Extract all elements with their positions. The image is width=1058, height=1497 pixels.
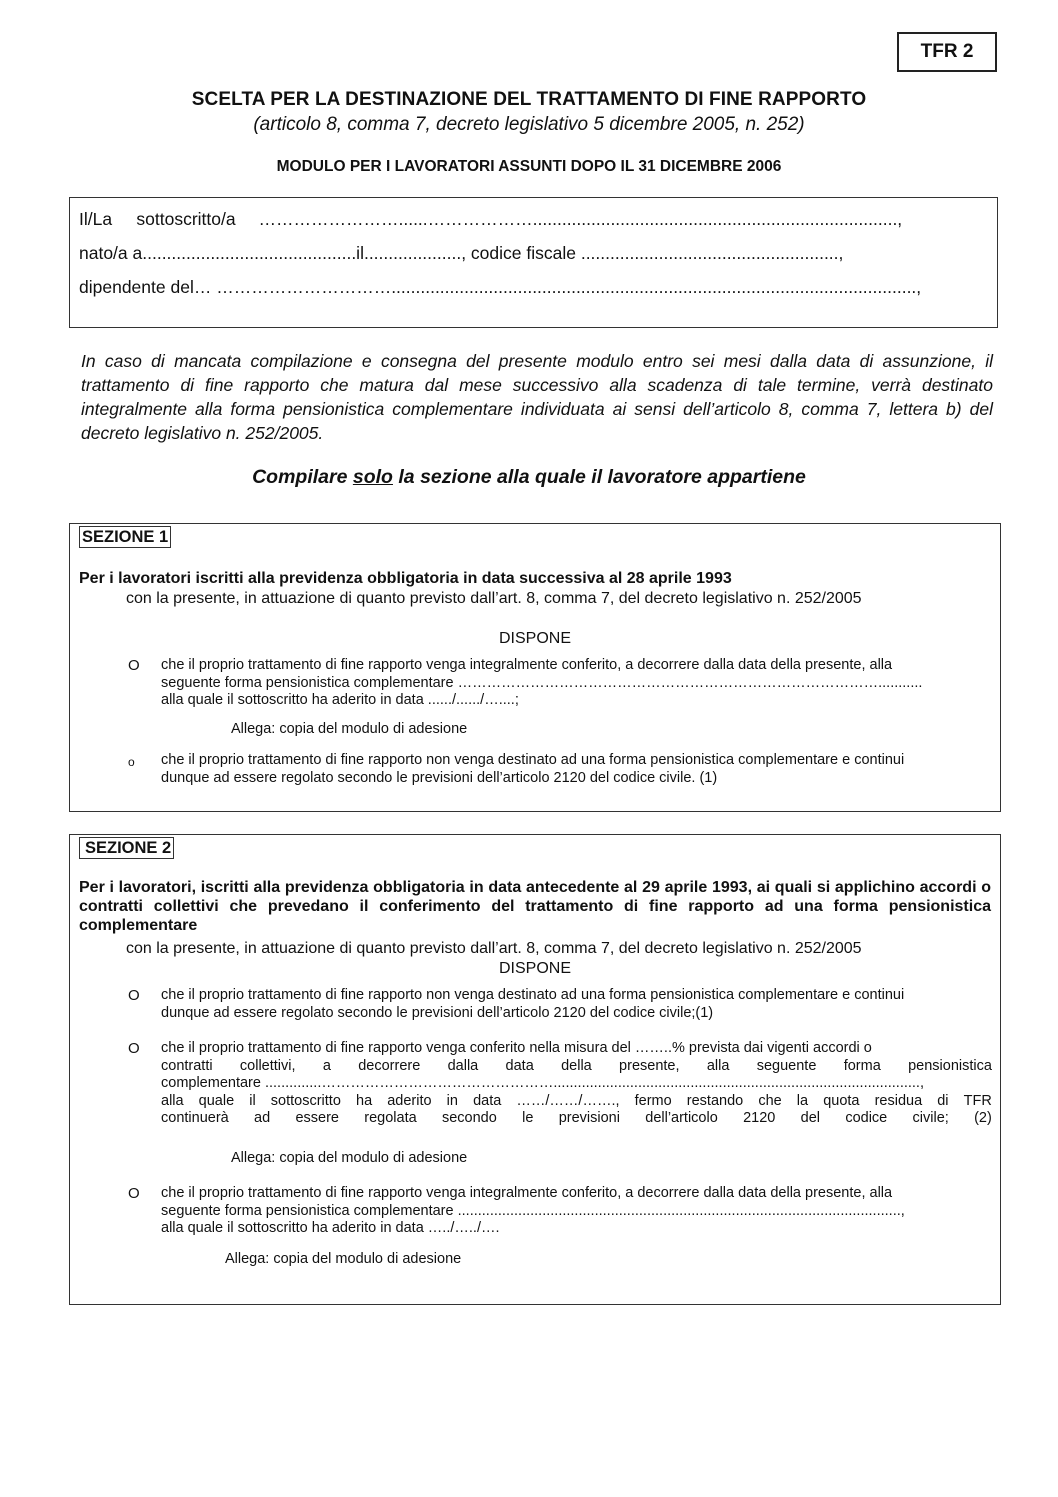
section-1-dispone: DISPONE xyxy=(498,630,571,647)
birth-fiscal-code-line[interactable]: nato/a a............................................il...................., codice fiscale ....................................................., xyxy=(79,243,844,263)
word: ……/……/……., xyxy=(516,1092,620,1109)
word: (2) xyxy=(974,1110,992,1126)
word: continuerà xyxy=(161,1110,229,1126)
word: TFR xyxy=(963,1092,992,1109)
option-line: dunque ad essere regolato secondo le previsioni dell’articolo 2120 del codice civile;(1) xyxy=(161,1004,714,1021)
option-line: che il proprio trattamento di fine rapporto venga integralmente conferito, a decorrere dalla data della presente, alla xyxy=(161,657,893,673)
word: previsioni xyxy=(558,1110,620,1126)
word: di xyxy=(937,1092,949,1109)
section-2-option-3[interactable] xyxy=(128,1185,992,1238)
word: dell’articolo xyxy=(645,1110,718,1126)
subscriber-label: Il/La sottoscritto/a xyxy=(79,209,236,229)
module-heading: MODULO PER I LAVORATORI ASSUNTI DOPO IL 31 DICEMBRE 2006 xyxy=(276,158,782,175)
word: collettivi, xyxy=(239,1057,296,1074)
word: data xyxy=(505,1057,534,1074)
section-2 xyxy=(69,834,1001,1305)
word: in xyxy=(446,1092,458,1109)
adhesion-date-field[interactable] xyxy=(161,1093,992,1111)
word: data xyxy=(473,1092,502,1109)
radio-circle-icon[interactable]: O xyxy=(128,657,140,674)
subscriber-name-line xyxy=(79,209,985,230)
word: ad xyxy=(254,1110,271,1126)
identity-box xyxy=(69,197,998,328)
section-1-option-2[interactable] xyxy=(128,752,992,787)
word: forma xyxy=(843,1057,881,1074)
word: presente, xyxy=(619,1057,680,1074)
section-2-attachment-note-2: Allega: copia del modulo di adesione xyxy=(225,1251,462,1267)
instruction-after: la sezione alla quale il lavoratore appartiene xyxy=(392,466,806,488)
radio-circle-icon[interactable]: O xyxy=(128,987,140,1004)
word: secondo xyxy=(441,1110,497,1126)
word: che xyxy=(758,1092,782,1109)
word: 2120 xyxy=(743,1110,776,1126)
word: quale xyxy=(198,1092,235,1109)
section-2-heading: Per i lavoratori, iscritti alla previdenza obbligatoria in data antecedente al 29 aprile 1993, ai quali si applichino accordi o contratti collettivi che prevedano il conferimento del trattamento di fine rapporto ad una forma pensionistica complementare xyxy=(79,879,991,934)
word: residua xyxy=(874,1092,923,1109)
word: codice xyxy=(845,1110,888,1126)
word: la xyxy=(796,1092,809,1109)
adhesion-date-field[interactable]: alla quale il sottoscritto ha aderito in data ....../....../…....; xyxy=(161,692,519,708)
word: dalla xyxy=(447,1057,479,1074)
document-title: SCELTA PER LA DESTINAZIONE DEL TRATTAMENTO DI FINE RAPPORTO xyxy=(191,89,867,110)
subscriber-name-field[interactable]: ……………………......………………..........................................................................., xyxy=(258,209,903,229)
word: il xyxy=(249,1092,256,1109)
section-2-label: SEZIONE 2 xyxy=(79,837,174,859)
notice-paragraph: In caso di mancata compilazione e consegna del presente modulo entro sei mesi dalla data di assunzione, il trattamento di fine rapporto che matura dal mese successivo alla scadenza di tale termine, verrà destinato integralmente alla forma pensionistica complementare individuata ai sensi dell’articolo 8, comma 7, lettera b) del decreto legislativo n. 252/2005. xyxy=(81,351,993,443)
pension-fund-field[interactable]: complementare ..............…………………………………………..........................................................................................., xyxy=(161,1075,924,1091)
section-2-option-2[interactable] xyxy=(128,1040,992,1128)
word: quota xyxy=(823,1092,860,1109)
adhesion-date-field[interactable]: alla quale il sottoscritto ha aderito in data …../…../…. xyxy=(161,1220,500,1236)
section-2-dispone: DISPONE xyxy=(498,960,571,977)
word: pensionistica xyxy=(908,1057,992,1074)
option-line: che il proprio trattamento di fine rapporto non venga destinato ad una forma pensionistica complementare e continui xyxy=(161,752,905,768)
word: le xyxy=(522,1110,534,1126)
section-1-attachment-note: Allega: copia del modulo di adesione xyxy=(231,721,468,737)
word: essere xyxy=(295,1110,339,1126)
pension-fund-field[interactable]: seguente forma pensionistica complementare ……………………………………………………………………………........... xyxy=(161,674,923,691)
radio-circle-icon[interactable]: o xyxy=(128,755,135,769)
pension-fund-field[interactable]: seguente forma pensionistica complementare .............................................................................................................., xyxy=(161,1202,905,1219)
word: della xyxy=(561,1057,592,1074)
section-2-intro: con la presente, in attuazione di quanto previsto dall’art. 8, comma 7, del decreto legislativo n. 252/2005 xyxy=(126,940,862,957)
instruction-before: Compilare xyxy=(252,466,353,488)
radio-circle-icon[interactable]: O xyxy=(128,1185,140,1202)
section-1-option-1[interactable] xyxy=(128,657,992,710)
word: restando xyxy=(686,1092,744,1109)
word: fermo xyxy=(634,1092,672,1109)
section-2-attachment-note-1: Allega: copia del modulo di adesione xyxy=(231,1150,468,1166)
word: civile; xyxy=(912,1110,949,1126)
section-2-option-1[interactable] xyxy=(128,987,992,1022)
instruction-heading xyxy=(0,466,1058,489)
option-line: che il proprio trattamento di fine rapporto non venga destinato ad una forma pensionistica complementare e continui xyxy=(161,987,905,1003)
word: sottoscritto xyxy=(270,1092,341,1109)
option-line: che il proprio trattamento di fine rapporto venga integralmente conferito, a decorrere dalla data della presente, alla xyxy=(161,1185,893,1201)
employer-line[interactable]: dipendente del… …………………………............................................................................................................, xyxy=(79,277,922,297)
word: regolata xyxy=(364,1110,417,1126)
section-1-intro: con la presente, in attuazione di quanto previsto dall’art. 8, comma 7, del decreto legislativo n. 252/2005 xyxy=(126,590,862,607)
option-line xyxy=(161,1058,992,1076)
word: seguente xyxy=(756,1057,817,1074)
percentage-field-line[interactable]: che il proprio trattamento di fine rapporto venga conferito nella misura del ……..% prevista dai vigenti accordi o xyxy=(161,1040,872,1056)
word: decorrere xyxy=(358,1057,421,1074)
option-line xyxy=(161,1110,992,1128)
section-1-heading: Per i lavoratori iscritti alla previdenza obbligatoria in data successiva al 28 aprile 1993 xyxy=(79,570,732,587)
radio-circle-icon[interactable]: O xyxy=(128,1040,140,1057)
section-1 xyxy=(69,523,1001,812)
word: del xyxy=(800,1110,821,1126)
document-subtitle: (articolo 8, comma 7, decreto legislativo 5 dicembre 2005, n. 252) xyxy=(253,114,805,135)
form-code-badge: TFR 2 xyxy=(897,32,997,72)
section-1-label: SEZIONE 1 xyxy=(79,526,171,548)
word: alla xyxy=(706,1057,730,1074)
instruction-underlined: solo xyxy=(352,466,393,488)
word: aderito xyxy=(387,1092,432,1109)
word: a xyxy=(322,1057,331,1074)
option-line: dunque ad essere regolato secondo le previsioni dell’articolo 2120 del codice civile. (1) xyxy=(161,769,718,786)
word: alla xyxy=(161,1092,184,1109)
word: ha xyxy=(356,1092,373,1109)
word: contratti xyxy=(161,1057,213,1074)
